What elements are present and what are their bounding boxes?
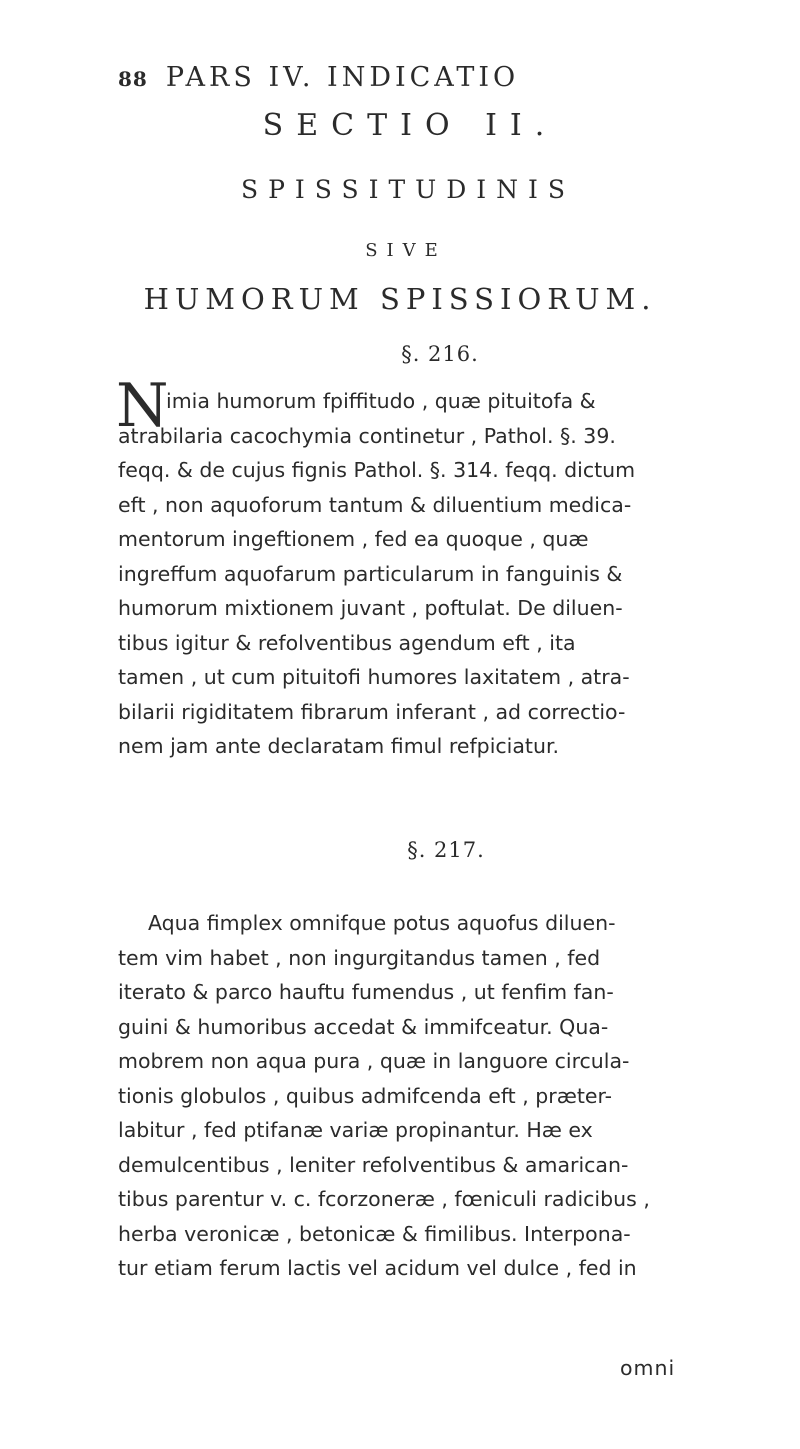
- text-line: mentorum ingeftionem , fed ea quoque , quæ: [118, 527, 589, 551]
- text-line: guini & humoribus accedat & immifceatur. Qua-: [118, 1014, 609, 1039]
- text-line: tibus parentur v. c. fcorzoneræ , fœniculi radicibus ,: [118, 1187, 650, 1211]
- text-line: tur etiam ferum lactis vel acidum vel dulce , fed in: [118, 1256, 637, 1280]
- catchword: omni: [620, 1356, 676, 1380]
- text-line: tem vim habet , non ingurgitandus tamen , fed: [118, 945, 601, 970]
- text-line: atrabilaria cacochymia continetur , Pathol. §. 39.: [118, 423, 616, 448]
- text-line: eft , non aquoforum tantum & diluentium medica-: [118, 492, 632, 517]
- text-line: feqq. & de cujus fignis Pathol. §. 314. feqq. dictum: [118, 458, 636, 482]
- text-line: iterato & parco hauftu fumendus , ut fenfim fan-: [118, 980, 614, 1004]
- drop-cap: N: [116, 371, 169, 441]
- subject-title: SPISSITUDINIS: [240, 175, 576, 204]
- text-line: nem jam ante declaratam fimul refpiciatur.: [118, 734, 560, 758]
- paragraph-216: [118, 384, 698, 764]
- text-line: tamen , ut cum pituitofi humores laxitatem , atra-: [118, 665, 630, 689]
- section-title: SECTIO II.: [262, 108, 558, 143]
- text-line: Aqua fimplex omnifque potus aquofus diluen-: [148, 911, 616, 935]
- running-head-title: PARS IV. INDICATIO: [165, 62, 520, 93]
- text-line: herba veronicæ , betonicæ & fimilibus. Interpona-: [118, 1221, 631, 1246]
- text-line: imia humorum fpiffitudo , quæ pituitofa &: [166, 389, 596, 413]
- page-number: 88: [118, 67, 148, 91]
- text-line: demulcentibus , leniter refolventibus & amarican-: [118, 1152, 629, 1177]
- humorum-title: HUMORUM SPISSIORUM.: [143, 282, 657, 316]
- text-line: ingreffum aquofarum particularum in fanguinis &: [118, 561, 623, 586]
- paragraph-mark-217: §. 217.: [407, 838, 485, 862]
- text-line: tibus igitur & refolventibus agendum eft , ita: [118, 630, 576, 655]
- text-line: humorum mixtionem juvant , poftulat. De diluen-: [118, 596, 623, 620]
- text-line: labitur , fed ptifanæ variæ propinantur. Hæ ex: [118, 1118, 593, 1142]
- running-head: [118, 62, 678, 93]
- text-line: tionis globulos , quibus admifcenda eft , præter-: [118, 1083, 613, 1108]
- sive-line: SIVE: [365, 240, 447, 261]
- paragraph-217: [118, 906, 698, 1286]
- paragraph-mark-216: §. 216.: [401, 342, 479, 366]
- text-line: bilarii rigiditatem fibrarum inferant , ad correctio-: [118, 699, 626, 724]
- text-line: mobrem non aqua pura , quæ in languore circula-: [118, 1049, 630, 1073]
